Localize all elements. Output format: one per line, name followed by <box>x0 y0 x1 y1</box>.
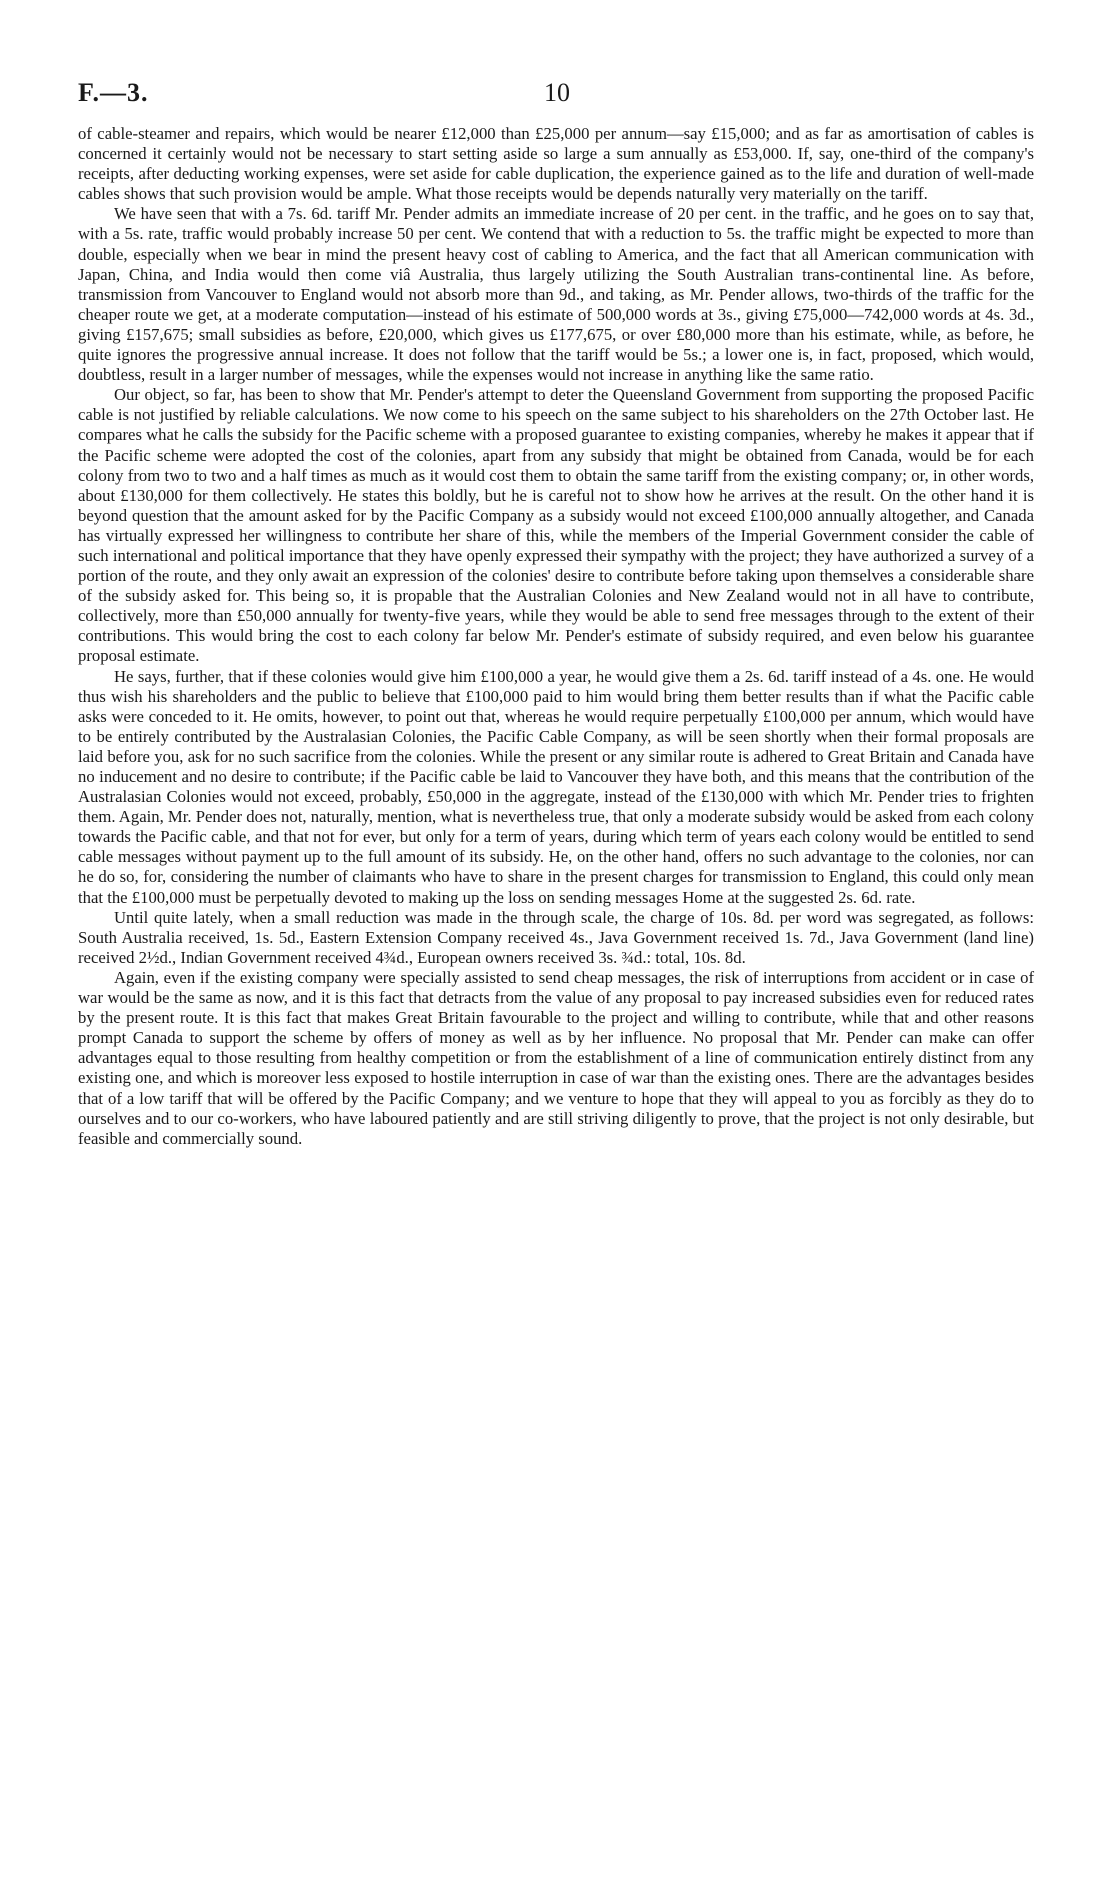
document-reference: F.—3. <box>78 78 149 107</box>
page-header <box>78 78 1034 120</box>
paragraph: Again, even if the existing company were specially assisted to send cheap messages, the risk of interruptions from accident or in case of war would be the same as now, and it is this fact that detracts from the value of any proposal to pay increased subsidies even for reduced rates by the present route. It is this fact that makes Great Britain favourable to the project and willing to contribute, while that and other reasons prompt Canada to support the scheme by offers of money as well as by her influence. No proposal that Mr. Pender can make can offer advantages equal to those resulting from healthy competition or from the establishment of a line of communication entirely distinct from any existing one, and which is moreover less exposed to hostile interruption in case of war than the existing ones. There are the advantages besides that of a low tariff that will be offered by the Pacific Company; and we venture to hope that they will appeal to you as forcibly as they do to ourselves and to our co-workers, who have laboured patiently and are still striving diligently to prove, that the project is not only desirable, but feasible and commercially sound. <box>78 967 1034 1148</box>
paragraph: Until quite lately, when a small reduction was made in the through scale, the charge of 10s. 8d. per word was segregated, as follows: South Australia received, 1s. 5d., Eastern Extension Company received 4s., Java Government received 1s. 7d., Java Government (land line) received 2½d., Indian Government received 4¾d., European owners received 3s. ¾d.: total, 10s. 8d. <box>78 907 1034 967</box>
paragraph: We have seen that with a 7s. 6d. tariff Mr. Pender admits an immediate increase of 20 per cent. in the traffic, and he goes on to say that, with a 5s. rate, traffic would probably increase 50 per cent. We contend that with a reduction to 5s. the traffic might be expected to more than double, especially when we bear in mind the present heavy cost of cabling to America, and the fact that all American communication with Japan, China, and India would then come viâ Australia, thus largely utilizing the South Australian trans-continental line. As before, transmission from Vancouver to England would not absorb more than 9d., and taking, as Mr. Pender allows, two-thirds of the traffic for the cheaper route we get, at a moderate computation—instead of his estimate of 500,000 words at 3s., giving £75,000—742,000 words at 4s. 3d., giving £157,675; small subsidies as before, £20,000, which gives us £177,675, or over £80,000 more than his estimate, while, as before, he quite ignores the progressive annual increase. It does not follow that the tariff would be 5s.; a lower one is, in fact, proposed, which would, doubtless, result in a larger number of messages, while the expenses would not increase in anything like the same ratio. <box>78 204 1034 385</box>
paragraph: He says, further, that if these colonies would give him £100,000 a year, he would give them a 2s. 6d. tariff instead of a 4s. one. He would thus wish his shareholders and the public to believe that £100,000 paid to him would bring them better results than if what the Pacific cable asks were conceded to it. He omits, however, to point out that, whereas he would require perpetually £100,000 per annum, which would have to be entirely contributed by the Australasian Colonies, the Pacific Cable Company, as will be seen shortly when their formal proposals are laid before you, ask for no such sacrifice from the colonies. While the present or any similar route is adhered to Great Britain and Canada have no inducement and no desire to contribute; if the Pacific cable be laid to Vancouver they have both, and this means that the contribution of the Australasian Colonies would not exceed, probably, £50,000 in the aggregate, instead of the £130,000 with which Mr. Pender tries to frighten them. Again, Mr. Pender does not, naturally, mention, what is nevertheless true, that only a moderate subsidy would be asked from each colony towards the Pacific cable, and that not for ever, but only for a term of years, during which term of years each colony would be entitled to send cable messages without payment up to the full amount of its subsidy. He, on the other hand, offers no such advantage to the colonies, nor can he do so, for, considering the number of claimants who have to share in the present charges for transmission to England, this could only mean that the £100,000 must be perpetually devoted to making up the loss on sending messages Home at the suggested 2s. 6d. rate. <box>78 666 1034 907</box>
page-number: 10 <box>544 78 570 107</box>
paragraph: Our object, so far, has been to show that Mr. Pender's attempt to deter the Queensland Government from supporting the proposed Pacific cable is not justified by reliable calculations. We now come to his speech on the same subject to his shareholders on the 27th October last. He compares what he calls the subsidy for the Pacific scheme with a proposed guarantee to existing companies, whereby he makes it appear that if the Pacific scheme were adopted the cost of the colonies, apart from any subsidy that might be obtained from Canada, would be for each colony from two to two and a half times as much as it would cost them to obtain the same tariff from the existing company; or, in other words, about £130,000 for them collectively. He states this boldly, but he is careful not to show how he arrives at the result. On the other hand it is beyond question that the amount asked for by the Pacific Company as a subsidy would not exceed £100,000 annually altogether, and Canada has virtually expressed her willingness to contribute her share of this, while the members of the Imperial Government consider the cable of such international and political importance that they have openly expressed their sympathy with the project; they have authorized a survey of a portion of the route, and they only await an expression of the colonies' desire to contribute before taking upon themselves a considerable share of the subsidy asked for. This being so, it is propable that the Australian Colonies and New Zealand would not in all have to contribute, collectively, more than £50,000 annually for twenty-five years, while they would be able to send free messages through to the extent of their contributions. This would bring the cost to each colony far below Mr. Pender's estimate of subsidy required, and even below his guarantee proposal estimate. <box>78 385 1034 666</box>
paragraph-continued: of cable-steamer and repairs, which would be nearer £12,000 than £25,000 per annum—say £15,000; and as far as amortisation of cables is concerned it certainly would not be necessary to start setting aside so large a sum annually as £53,000. If, say, one-third of the company's receipts, after deducting working expenses, were set aside for cable duplication, the experience gained as to the life and duration of well-made cables shows that such provision would be ample. What those receipts would be depends naturally very materially on the tariff. <box>78 124 1034 204</box>
body-text <box>78 124 1034 1149</box>
